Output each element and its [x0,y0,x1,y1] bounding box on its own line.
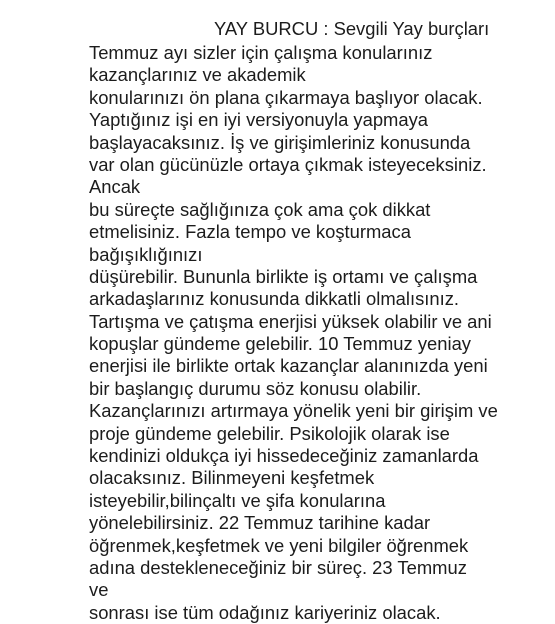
body-line: bir başlangıç durumu söz konusu olabilir. [89,377,422,399]
body-line: Tartışma ve çatışma enerjisi yüksek olabilir ve ani [89,310,492,332]
body-line: öğrenmek,keşfetmek ve yeni bilgiler öğrenmek [89,534,469,556]
body-line: bu süreçte sağlığınıza çok ama çok dikkat [89,198,431,220]
document-title: YAY BURCU : Sevgili Yay burçları [214,18,490,39]
body-line: düşürebilir. Bununla birlikte iş ortamı ve çalışma [89,265,478,287]
body-line: var olan gücünüzle ortaya çıkmak isteyeceksiniz. [89,153,487,175]
body-line: kendinizi oldukça iyi hissedeceğiniz zamanlarda [89,445,479,467]
body-line: Ancak [89,176,141,198]
body-line: enerjisi ile birlikte ortak kazançlar alanınızda yeni [89,355,488,377]
body-line: olacaksınız. Bilinmeyeni keşfetmek [89,467,375,489]
body-line: etmelisiniz. Fazla tempo ve koşturmaca [89,221,411,243]
body-line: kopuşlar gündeme gelebilir. 10 Temmuz yeniay [89,333,471,355]
document-body [89,42,498,624]
body-line: ve [89,579,109,601]
body-line: Yaptığınız işi en iyi versiyonuyla yapmaya [89,109,429,131]
body-line: adına destekleneceğiniz bir süreç. 23 Temmuz [89,556,467,578]
body-line: Temmuz ayı sizler için çalışma konularınız [89,42,433,63]
body-line: sonrası ise tüm odağınız kariyeriniz olacak. [89,601,441,623]
body-line: isteyebilir,bilinçaltı ve şifa konularına [89,489,386,511]
body-line: bağışıklığınızı [89,243,203,265]
body-line: kazançlarınız ve akademik [89,64,306,86]
body-line: Kazançlarınızı artırmaya yönelik yeni bir girişim ve [89,400,498,422]
body-line: konularınızı ön plana çıkarmaya başlıyor olacak. [89,86,483,108]
body-line: başlayacaksınız. İş ve girişimleriniz konusunda [89,131,471,153]
body-line: proje gündeme gelebilir. Psikolojik olarak ise [89,422,450,444]
body-line: arkadaşlarınız konusunda dikkatli olmalısınız. [89,288,460,310]
body-line: yönelebilirsiniz. 22 Temmuz tarihine kadar [89,512,431,534]
